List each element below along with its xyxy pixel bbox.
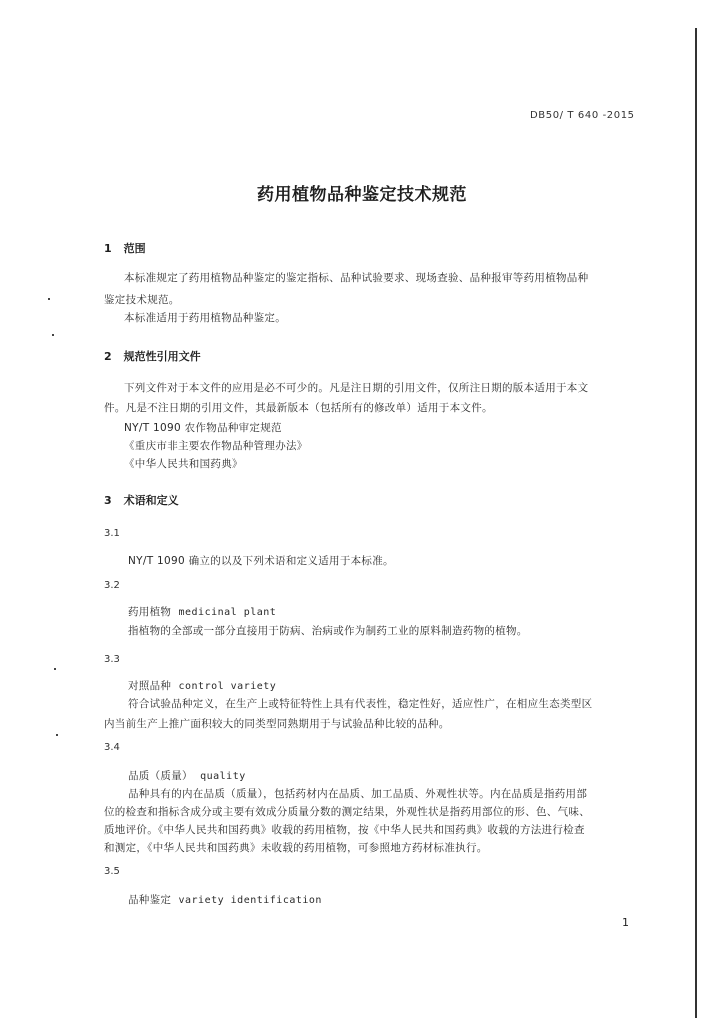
section-number: 1 bbox=[104, 242, 112, 255]
term-number: 3.1 bbox=[104, 528, 120, 539]
term-zh: 品种鉴定 bbox=[128, 894, 172, 906]
section-number: 2 bbox=[104, 350, 112, 363]
definition-line: 内当前生产上推广面积较大的同类型同熟期用于与试验品种比较的品种。 bbox=[104, 718, 450, 730]
term-heading bbox=[128, 678, 276, 693]
section-number: 3 bbox=[104, 494, 112, 507]
paragraph-line: NY/T 1090 确立的以及下列术语和定义适用于本标准。 bbox=[128, 555, 394, 567]
definition-line: 符合试验品种定义，在生产上或特征特性上具有代表性，稳定性好，适应性广，在相应生态类型区 bbox=[128, 698, 593, 710]
reference-item: NY/T 1090 农作物品种审定规范 bbox=[124, 422, 282, 434]
term-number: 3.3 bbox=[104, 654, 120, 665]
paragraph-line: 下列文件对于本文件的应用是必不可少的。凡是注日期的引用文件，仅所注日期的版本适用于本文 bbox=[124, 382, 589, 394]
definition-line: 指植物的全部或一部分直接用于防病、治病或作为制药工业的原料制造药物的植物。 bbox=[128, 625, 528, 637]
paragraph-line: 鉴定技术规范。 bbox=[104, 294, 180, 306]
paragraph-line: 本标准规定了药用植物品种鉴定的鉴定指标、品种试验要求、现场查验、品种报审等药用植物品种 bbox=[124, 272, 589, 284]
reference-item: 《中华人民共和国药典》 bbox=[124, 458, 243, 470]
term-zh: 对照品种 bbox=[128, 680, 172, 692]
term-heading bbox=[128, 768, 246, 783]
page-number: 1 bbox=[622, 916, 629, 929]
term-en: medicinal plant bbox=[178, 607, 277, 618]
term-zh: 药用植物 bbox=[128, 606, 172, 618]
standard-code: DB50/ T 640 -2015 bbox=[530, 110, 635, 121]
definition-line: 和测定，《中华人民共和国药典》未收载的药用植物，可参照地方药材标准执行。 bbox=[104, 842, 488, 854]
definition-line: 质地评价。《中华人民共和国药典》收载的药用植物，按《中华人民共和国药典》收载的方法进行检查 bbox=[104, 824, 585, 836]
section-title: 规范性引用文件 bbox=[123, 350, 201, 363]
definition-line: 位的检查和指标含成分或主要有效成分质量分数的测定结果，外观性状是指药用部位的形、色、气味、 bbox=[104, 806, 590, 818]
term-heading bbox=[128, 892, 322, 907]
scan-speck bbox=[56, 734, 58, 736]
term-zh: 品质（质量） bbox=[128, 770, 193, 782]
term-number: 3.5 bbox=[104, 866, 120, 877]
section-3-heading bbox=[104, 492, 179, 508]
term-heading bbox=[128, 604, 276, 619]
scan-speck bbox=[54, 668, 56, 670]
paragraph-line: 件。凡是不注日期的引用文件，其最新版本（包括所有的修改单）适用于本文件。 bbox=[104, 402, 493, 414]
section-title: 术语和定义 bbox=[123, 494, 179, 507]
paragraph-line: 本标准适用于药用植物品种鉴定。 bbox=[124, 312, 286, 324]
page-right-edge-rule bbox=[695, 28, 697, 1018]
term-number: 3.4 bbox=[104, 742, 120, 753]
reference-item: 《重庆市非主要农作物品种管理办法》 bbox=[124, 440, 308, 452]
term-en: control variety bbox=[178, 681, 277, 692]
document-title: 药用植物品种鉴定技术规范 bbox=[257, 185, 467, 205]
term-number: 3.2 bbox=[104, 580, 120, 591]
section-2-heading bbox=[104, 348, 201, 364]
definition-line: 品种具有的内在品质（质量），包括药材内在品质、加工品质、外观性状等。内在品质是指药用部 bbox=[128, 788, 588, 800]
term-en: quality bbox=[200, 771, 246, 782]
section-1-heading bbox=[104, 240, 146, 256]
scan-speck bbox=[48, 298, 50, 300]
section-title: 范围 bbox=[123, 242, 146, 255]
term-en: variety identification bbox=[178, 895, 322, 906]
scan-speck bbox=[52, 334, 54, 336]
